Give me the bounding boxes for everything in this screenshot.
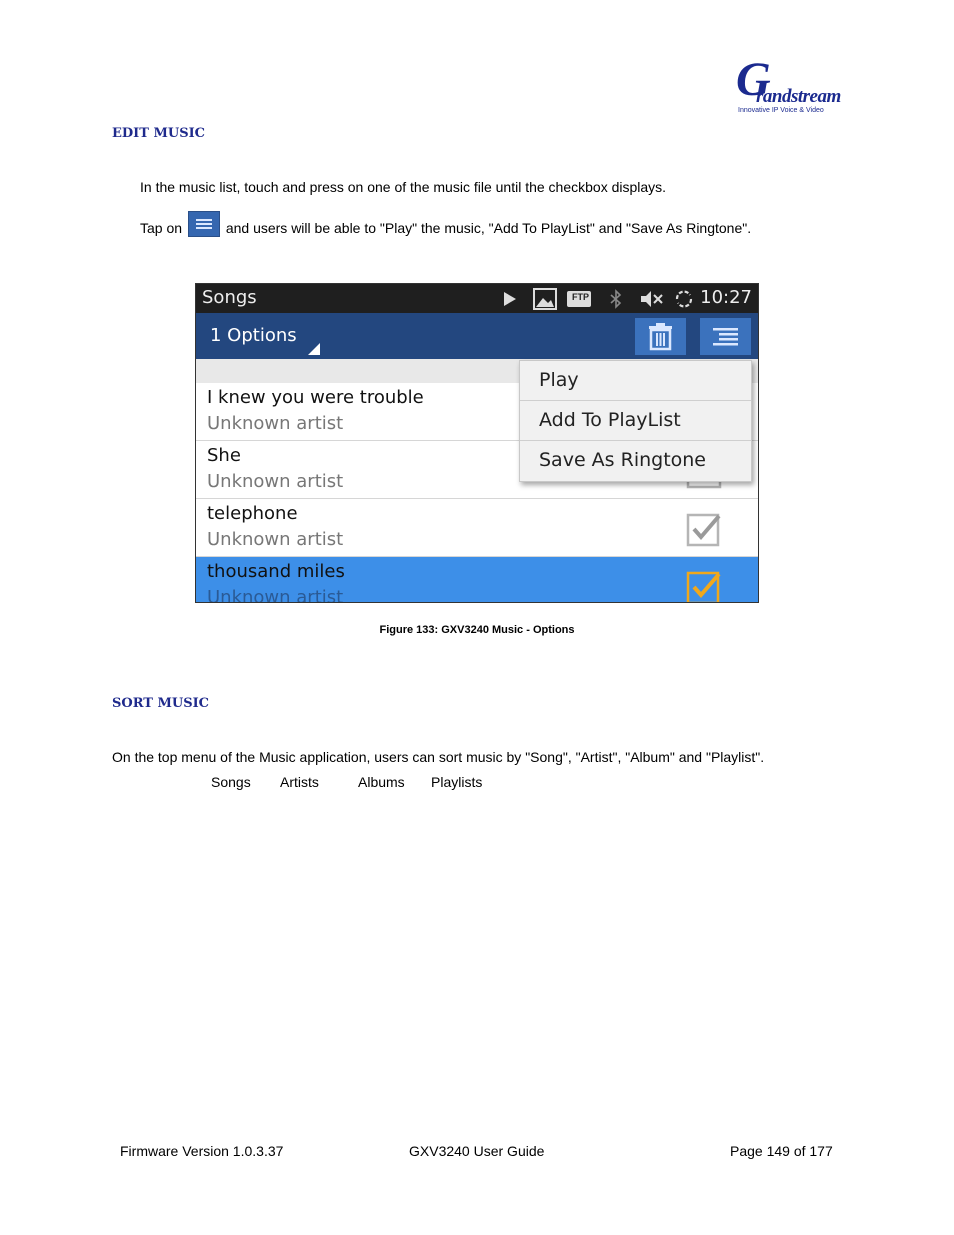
edit-music-heading: EDIT MUSIC xyxy=(112,126,206,141)
sort-music-para: On the top menu of the Music application, users can sort music by "Song", "Artist", "Album" and "Playlist". xyxy=(112,749,765,765)
sort-music-heading: SORT MUSIC xyxy=(112,696,210,711)
status-title: Songs xyxy=(202,287,257,308)
ftp-label: FTP xyxy=(572,292,589,302)
sort-tab-artists: Artists xyxy=(280,774,319,790)
options-popup-menu xyxy=(519,360,752,482)
dropdown-triangle-icon xyxy=(308,343,320,355)
song-row-selected[interactable] xyxy=(196,557,758,603)
song-row[interactable] xyxy=(196,499,758,557)
para2-before: Tap on xyxy=(140,220,183,236)
menu-item-save-as-ringtone[interactable] xyxy=(520,441,751,480)
footer-page: Page 149 of 177 xyxy=(730,1143,833,1159)
song-artist: Unknown artist xyxy=(207,587,344,603)
menu-icon xyxy=(188,211,220,237)
image-status-icon xyxy=(532,287,558,311)
song-title: She xyxy=(207,445,241,466)
song-title: I knew you were trouble xyxy=(207,387,424,408)
sync-icon xyxy=(673,289,695,309)
edit-music-para1: In the music list, touch and press on one of the music file until the checkbox displays. xyxy=(140,179,667,195)
edit-music-para2 xyxy=(140,211,751,243)
status-bar xyxy=(196,284,758,313)
grandstream-logo xyxy=(736,53,841,118)
status-time: 10:27 xyxy=(700,287,752,308)
sort-tab-playlists: Playlists xyxy=(431,774,483,790)
menu-item-label: Save As Ringtone xyxy=(539,449,707,471)
song-artist: Unknown artist xyxy=(207,413,344,434)
mute-icon xyxy=(639,289,665,309)
overflow-menu-button[interactable] xyxy=(700,318,751,355)
play-status-icon xyxy=(501,289,519,309)
song-title: telephone xyxy=(207,503,298,524)
sort-tab-songs: Songs xyxy=(211,774,251,790)
song-artist: Unknown artist xyxy=(207,471,344,492)
action-bar xyxy=(196,313,758,359)
logo-initial: G xyxy=(736,53,771,106)
footer-firmware: Firmware Version 1.0.3.37 xyxy=(120,1143,284,1159)
song-artist: Unknown artist xyxy=(207,529,344,550)
menu-lines-icon xyxy=(700,318,751,355)
logo-word: randstream xyxy=(756,86,841,107)
delete-button[interactable] xyxy=(635,318,686,355)
menu-item-label: Add To PlayList xyxy=(539,409,681,431)
footer-guide: GXV3240 User Guide xyxy=(409,1143,545,1159)
checkbox-checked-icon[interactable] xyxy=(686,569,722,603)
checkbox-icon[interactable] xyxy=(686,511,722,547)
menu-item-play[interactable] xyxy=(520,361,751,401)
para2-after: and users will be able to "Play" the music, "Add To PlayList" and "Save As Ringtone". xyxy=(225,220,752,236)
music-options-screenshot xyxy=(195,283,759,603)
menu-item-label: Play xyxy=(539,369,579,391)
song-title: thousand miles xyxy=(207,561,345,582)
bluetooth-icon xyxy=(608,289,624,309)
sort-tab-albums: Albums xyxy=(358,774,405,790)
trash-icon xyxy=(635,318,686,355)
figure-caption: Figure 133: GXV3240 Music - Options xyxy=(379,624,575,636)
options-count-label[interactable]: 1 Options xyxy=(210,325,297,346)
logo-tagline: Innovative IP Voice & Video xyxy=(738,107,824,114)
menu-item-add-to-playlist[interactable] xyxy=(520,401,751,441)
